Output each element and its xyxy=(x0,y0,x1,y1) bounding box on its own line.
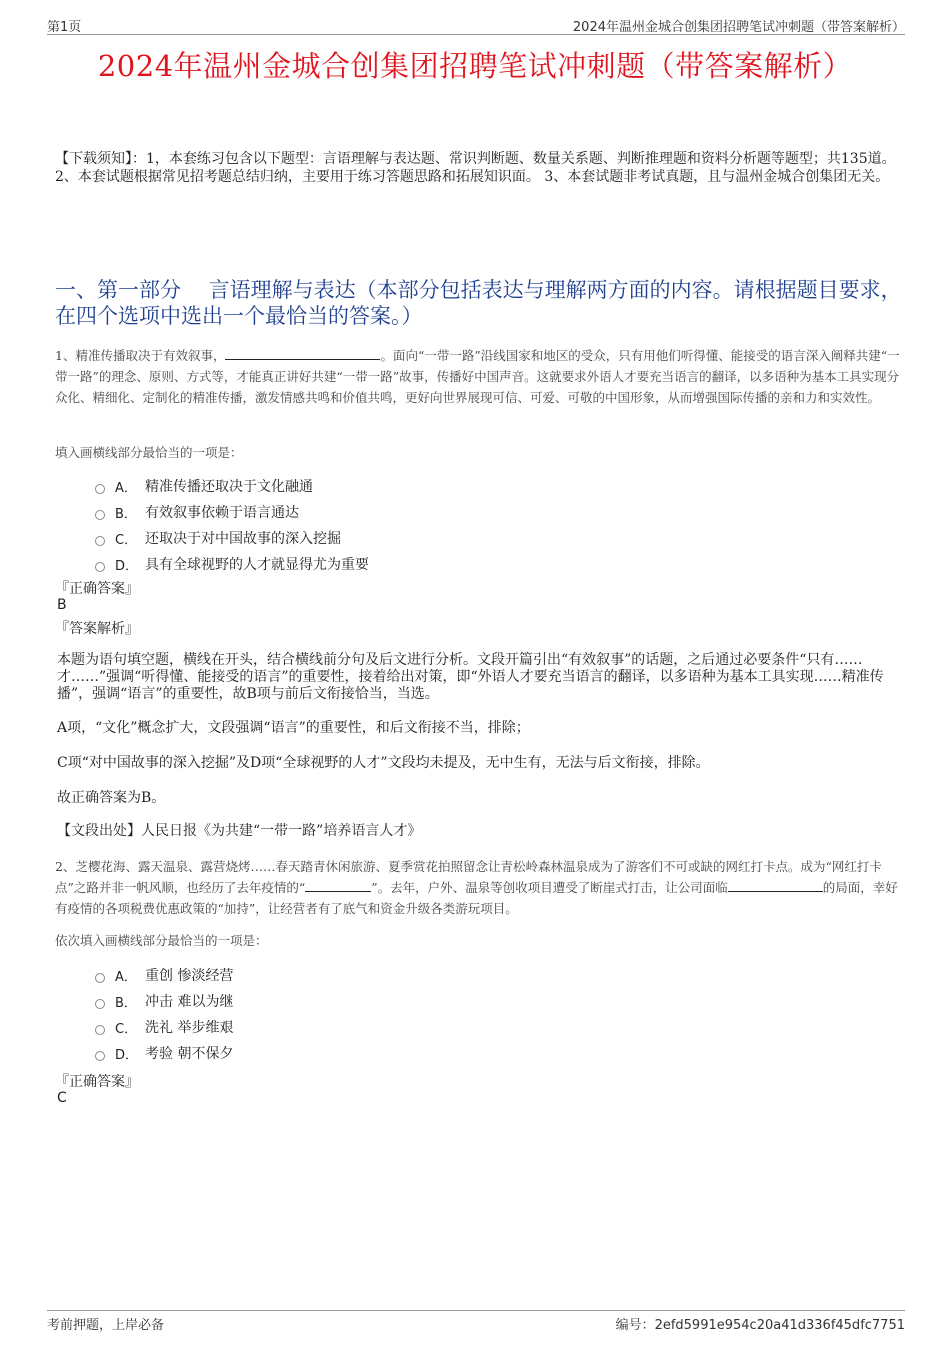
question-1-answer: B xyxy=(57,597,67,613)
download-notice: 【下载须知】：1，本套练习包含以下题型：言语理解与表达题、常识判断题、数量关系题、判断推理题和资料分析题等题型；共135道。 2、本套试题根据常见招考题总结归纳，主要用于练习答题思路和拓展知识面。 3、本套试题非考试真题，且与温州金城合创集团无关。 xyxy=(55,151,896,185)
footer-slogan: 考前押题，上岸必备 xyxy=(47,1318,165,1333)
question-1-options xyxy=(95,473,695,577)
header-doc-title: 2024年温州金城合创集团招聘笔试冲刺题（带答案解析） xyxy=(572,20,905,35)
question-1-option-b[interactable]: B． 有效叙事依赖于语言通达 xyxy=(95,499,695,525)
radio-icon[interactable] xyxy=(95,562,105,572)
question-1-option-a[interactable]: A． 精准传播还取决于文化融通 xyxy=(95,473,695,499)
question-1-analysis-3: C项“对中国故事的深入挖掘”及D项“全球视野的人才”文段均未提及，无中生有，无法与后文衔接，排除。 xyxy=(57,755,710,771)
question-1-analysis-label: 『答案解析』 xyxy=(55,621,139,637)
radio-icon[interactable] xyxy=(95,484,105,494)
question-1-option-d[interactable]: D． 具有全球视野的人才就显得尤为重要 xyxy=(95,551,695,577)
radio-icon[interactable] xyxy=(95,973,105,983)
question-2-option-a[interactable]: A． 重创 惨淡经营 xyxy=(95,962,695,988)
question-2-answer-label: 『正确答案』 xyxy=(55,1074,139,1090)
question-2-text: 2、芝樱花海、露天温泉、露营烧烤……春天踏青休闲旅游、夏季赏花拍照留念让青松岭森林温泉成为了游客们不可或缺的网红打卡点。成为“网红打卡点”之路并非一帆风顺，也经历了去年疫情的“ ”。去年，户外、温泉等创收项目遭受了断崖式打击，让公司面临 的局面，幸好有疫情的各项税费优惠政策的“加持”，让经营者有了底气和资金升级各类游玩项目。 xyxy=(55,859,898,916)
question-2-answer: C xyxy=(57,1090,67,1106)
question-2-options xyxy=(95,962,695,1066)
question-2-blank-2 xyxy=(728,879,823,892)
question-2-blank-1 xyxy=(305,879,371,892)
radio-icon[interactable] xyxy=(95,1051,105,1061)
question-1-analysis-2: A项，“文化”概念扩大，文段强调“语言”的重要性，和后文衔接不当，排除； xyxy=(57,720,530,736)
question-1-analysis-4: 故正确答案为B。 xyxy=(57,790,166,806)
radio-icon[interactable] xyxy=(95,536,105,546)
section-title: 一、第一部分 言语理解与表达（本部分包括表达与理解两方面的内容。请根据题目要求，在四个选项中选出一个最恰当的答案。） xyxy=(55,278,902,328)
page-header xyxy=(47,14,905,35)
question-1-analysis-1: 本题为语句填空题，横线在开头，结合横线前分句及后文进行分析。文段开篇引出“有效叙事”的话题，之后通过必要条件“只有……才……”强调“听得懂、能接受的语言”的重要性，接着给出对策，即“外语人才要充当语言的翻译，以多语种为基本工具实现……精准传播”，强调“语言”的重要性，故B项与前后文衔接恰当，当选。 xyxy=(57,652,884,702)
radio-icon[interactable] xyxy=(95,510,105,520)
question-1-source: 【文段出处】人民日报《为共建“一带一路”培养语言人才》 xyxy=(57,823,422,839)
question-1-option-c[interactable]: C． 还取决于对中国故事的深入挖掘 xyxy=(95,525,695,551)
question-1-answer-label: 『正确答案』 xyxy=(55,581,139,597)
question-2-option-d[interactable]: D． 考验 朝不保夕 xyxy=(95,1040,695,1066)
radio-icon[interactable] xyxy=(95,1025,105,1035)
question-2-option-b[interactable]: B． 冲击 难以为继 xyxy=(95,988,695,1014)
question-1-prompt: 填入画横线部分最恰当的一项是： xyxy=(55,445,243,460)
question-1-blank xyxy=(225,347,380,360)
question-2-option-c[interactable]: C． 洗礼 举步维艰 xyxy=(95,1014,695,1040)
footer-doc-id: 编号：2efd5991e954c20a41d336f45dfc7751 xyxy=(615,1318,905,1333)
page-title: 2024年温州金城合创集团招聘笔试冲刺题（带答案解析） xyxy=(97,49,853,83)
page-footer xyxy=(47,1310,905,1333)
radio-icon[interactable] xyxy=(95,999,105,1009)
page-number: 第1页 xyxy=(47,20,82,35)
question-1-text: 1、精准传播取决于有效叙事， 。面向“一带一路”沿线国家和地区的受众，只有用他们听得懂、能接受的语言深入阐释共建“一带一路”的理念、原则、方式等，才能真正讲好共建“一带一路”故事，传播好中国声音。这就要求外语人才要充当语言的翻译，以多语种为基本工具实现分众化、精细化、定制化的精准传播，激发情感共鸣和价值共鸣，更好向世界展现可信、可爱、可敬的中国形象，从而增强国际传播的亲和力和实效性。 xyxy=(55,348,900,405)
question-2-prompt: 依次填入画横线部分最恰当的一项是： xyxy=(55,933,268,948)
